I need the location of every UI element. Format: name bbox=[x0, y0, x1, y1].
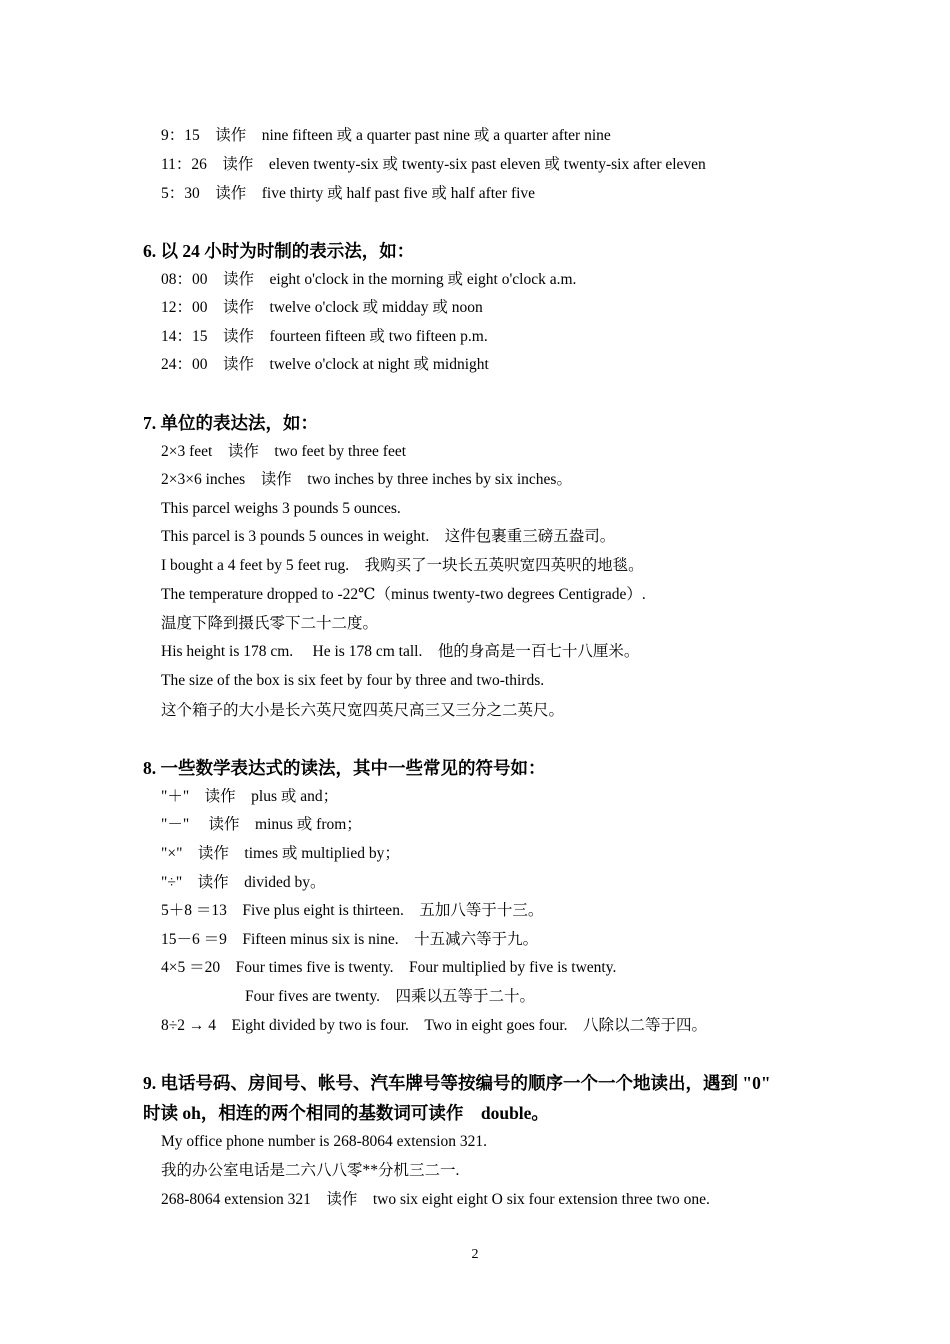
section-6-line: 08：00 读作 eight o'clock in the morning 或 eight o'clock a.m. bbox=[161, 271, 577, 288]
time-reading-line: 5：30 读作 five thirty 或 half past five 或 half after five bbox=[161, 185, 536, 202]
section-6-line: 12：00 读作 twelve o'clock 或 midday 或 noon bbox=[161, 299, 483, 316]
time-reading-line: 11：26 读作 eleven twenty-six 或 twenty-six past eleven 或 twenty-six after eleven bbox=[161, 156, 706, 173]
section-8-line: "÷" 读作 divided by。 bbox=[161, 874, 326, 891]
section-7-line: I bought a 4 feet by 5 feet rug. 我购买了一块长五英呎宽四英呎的地毯。 bbox=[161, 557, 644, 574]
section-8-line: "×" 读作 times 或 multiplied by； bbox=[161, 845, 400, 862]
section-9-line: 268-8064 extension 321 读作 two six eight eight O six four extension three two one. bbox=[161, 1191, 710, 1208]
section-7-line: 温度下降到摄氏零下二十二度。 bbox=[161, 615, 379, 632]
time-reading-line: 9：15 读作 nine fifteen 或 a quarter past nine 或 a quarter after nine bbox=[161, 127, 611, 144]
section-7-line: The temperature dropped to -22℃（minus twenty-two degrees Centigrade）. bbox=[161, 586, 646, 603]
section-7-heading: 7. 单位的表达法，如： bbox=[143, 413, 318, 433]
section-7-line: His height is 178 cm. He is 178 cm tall. 他的身高是一百七十八厘米。 bbox=[161, 643, 640, 660]
section-6-line: 14：15 读作 fourteen fifteen 或 two fifteen p.m. bbox=[161, 328, 488, 345]
section-7-line: This parcel is 3 pounds 5 ounces in weight. 这件包裹重三磅五盎司。 bbox=[161, 528, 616, 545]
section-8-heading: 8. 一些数学表达式的读法，其中一些常见的符号如： bbox=[143, 758, 546, 778]
section-8-line: 4×5 ＝20 Four times five is twenty. Four multiplied by five is twenty. bbox=[161, 959, 617, 976]
section-8-line: Four fives are twenty. 四乘以五等于二十。 bbox=[245, 988, 536, 1005]
section-9-line: 我的办公室电话是二六八八零**分机三二一. bbox=[161, 1162, 460, 1179]
section-8-line: 8÷2 → 4 Eight divided by two is four. Two in eight goes four. 八除以二等于四。 bbox=[161, 1017, 708, 1034]
section-9-heading: 9. 电话号码、房间号、帐号、汽车牌号等按编号的顺序一个一个地读出，遇到 "0" bbox=[143, 1073, 771, 1093]
section-8-line: 15－6 ＝9 Fifteen minus six is nine. 十五减六等于九。 bbox=[161, 931, 539, 948]
page-number: 2 bbox=[471, 1247, 479, 1262]
section-9-line: My office phone number is 268-8064 extension 321. bbox=[161, 1133, 488, 1150]
section-6-heading: 6. 以 24 小时为时制的表示法，如： bbox=[143, 241, 415, 261]
section-7-line: The size of the box is six feet by four by three and two-thirds. bbox=[161, 672, 545, 689]
section-7-line: This parcel weighs 3 pounds 5 ounces. bbox=[161, 500, 401, 517]
section-8-line: "－" 读作 minus 或 from； bbox=[161, 816, 362, 833]
section-7-line: 这个箱子的大小是长六英尺宽四英尺高三又三分之二英尺。 bbox=[161, 702, 565, 719]
section-7-line: 2×3 feet 读作 two feet by three feet bbox=[161, 443, 407, 460]
section-8-line: 5＋8 ＝13 Five plus eight is thirteen. 五加八等于十三。 bbox=[161, 902, 544, 919]
section-7-line: 2×3×6 inches 读作 two inches by three inches by six inches。 bbox=[161, 471, 572, 488]
section-9-heading-continued: 时读 oh，相连的两个相同的基数词可读作 double。 bbox=[143, 1103, 549, 1123]
section-8-line: "＋" 读作 plus 或 and； bbox=[161, 788, 339, 805]
section-6-line: 24：00 读作 twelve o'clock at night 或 midnight bbox=[161, 356, 489, 373]
